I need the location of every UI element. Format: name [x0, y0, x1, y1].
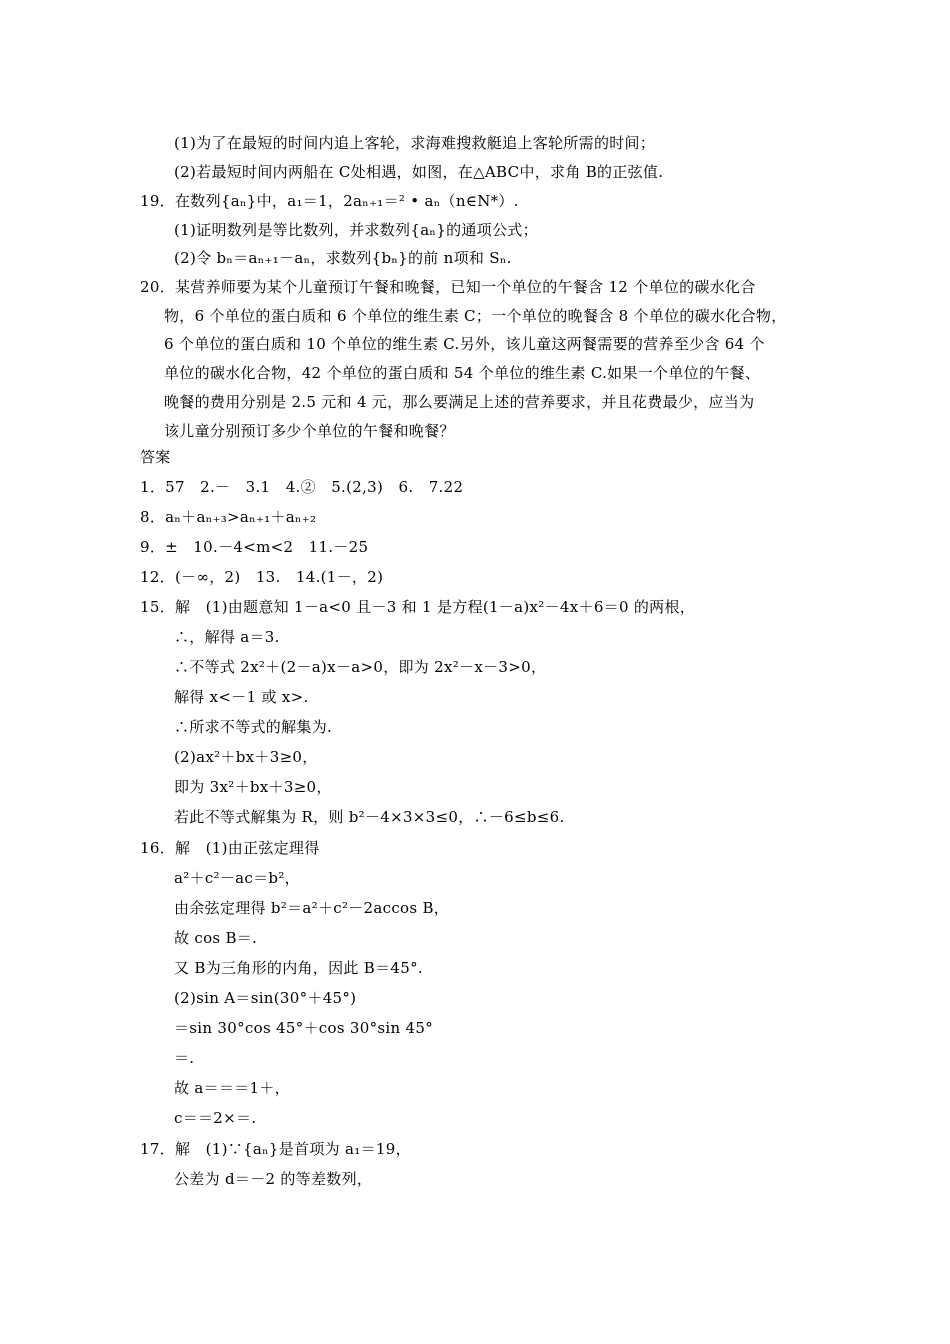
a16-line: 又 B为三角形的内角，因此 B＝45°. — [174, 959, 423, 977]
q19-stem: 19．在数列{aₙ}中，a₁＝1，2aₙ₊₁＝² • aₙ（n∈N*）. — [140, 192, 519, 210]
a16-line: ＝sin 30°cos 45°＋cos 30°sin 45° — [174, 1019, 433, 1037]
a17-line: 公差为 d＝－2 的等差数列， — [174, 1170, 373, 1188]
q20-line: 晚餐的费用分别是 2.5 元和 4 元，那么要满足上述的营养要求，并且花费最少，应当为 — [164, 393, 755, 411]
q18-part1: (1)为了在最短的时间内追上客轮，求海难搜救艇追上客轮所需的时间； — [174, 134, 656, 152]
q20-line: 该儿童分别预订多少个单位的午餐和晚餐？ — [164, 422, 455, 440]
a16-line: ＝. — [174, 1049, 195, 1067]
a15-line: 15．解 (1)由题意知 1－a<0 且－3 和 1 是方程(1－a)x²－4x＋6＝0 的两根， — [140, 598, 696, 616]
a16-line: a²＋c²－ac＝b²， — [174, 869, 300, 887]
answer-8: 8．aₙ＋aₙ₊₃>aₙ₊₁＋aₙ₊₂ — [140, 508, 317, 526]
q20-line: 物，6 个单位的蛋白质和 6 个单位的维生素 C；一个单位的晚餐含 8 个单位的碳水化合物， — [164, 307, 787, 325]
q18-part2: (2)若最短时间内两船在 C处相遇，如图，在△ABC中，求角 B的正弦值. — [174, 163, 664, 181]
q19-part2: (2)令 bₙ＝aₙ₊₁－aₙ，求数列{bₙ}的前 n项和 Sₙ. — [174, 249, 512, 267]
a16-line: 由余弦定理得 b²＝a²＋c²－2accos B， — [174, 899, 450, 917]
answers-9-11: 9．± 10.－4<m<2 11.－25 — [140, 538, 369, 556]
a16-line: 故 cos B＝. — [174, 929, 258, 947]
a15-line: 若此不等式解集为 R，则 b²－4×3×3≤0，∴－6≤b≤6. — [174, 808, 565, 826]
a17-line: 17．解 (1)∵{aₙ}是首项为 a₁＝19， — [140, 1140, 411, 1158]
answers-heading: 答案 — [140, 448, 171, 466]
answers-1-7: 1．57 2.－ 3.1 4.② 5.(2,3) 6. 7.22 — [140, 478, 464, 496]
a15-line: 解得 x<－1 或 x>. — [174, 688, 309, 706]
a16-line: c＝＝2×＝. — [174, 1109, 257, 1127]
a15-line: (2)ax²＋bx＋3≥0， — [174, 748, 318, 766]
a16-line: 故 a＝＝＝1＋， — [174, 1079, 290, 1097]
a15-line: ∴所求不等式的解集为. — [174, 718, 333, 736]
a15-line: ∴不等式 2x²＋(2－a)x－a>0，即为 2x²－x－3>0， — [174, 658, 547, 676]
q19-part1: (1)证明数列是等比数列，并求数列{aₙ}的通项公式； — [174, 221, 538, 239]
q20-line: 单位的碳水化合物，42 个单位的蛋白质和 54 个单位的维生素 C.如果一个单位的午餐、 — [164, 364, 761, 382]
answers-12-14: 12．(－∞，2) 13. 14.(1－，2) — [140, 568, 384, 586]
q20-line: 6 个单位的蛋白质和 10 个单位的维生素 C.另外，该儿童这两餐需要的营养至少含 64 个 — [164, 335, 765, 353]
q20-line: 20．某营养师要为某个儿童预订午餐和晚餐，已知一个单位的午餐含 12 个单位的碳水化合 — [140, 278, 756, 296]
a16-line: (2)sin A＝sin(30°＋45°) — [174, 989, 357, 1007]
a16-line: 16．解 (1)由正弦定理得 — [140, 839, 320, 857]
a15-line: 即为 3x²＋bx＋3≥0， — [174, 778, 332, 796]
a15-line: ∴，解得 a＝3. — [174, 628, 280, 646]
